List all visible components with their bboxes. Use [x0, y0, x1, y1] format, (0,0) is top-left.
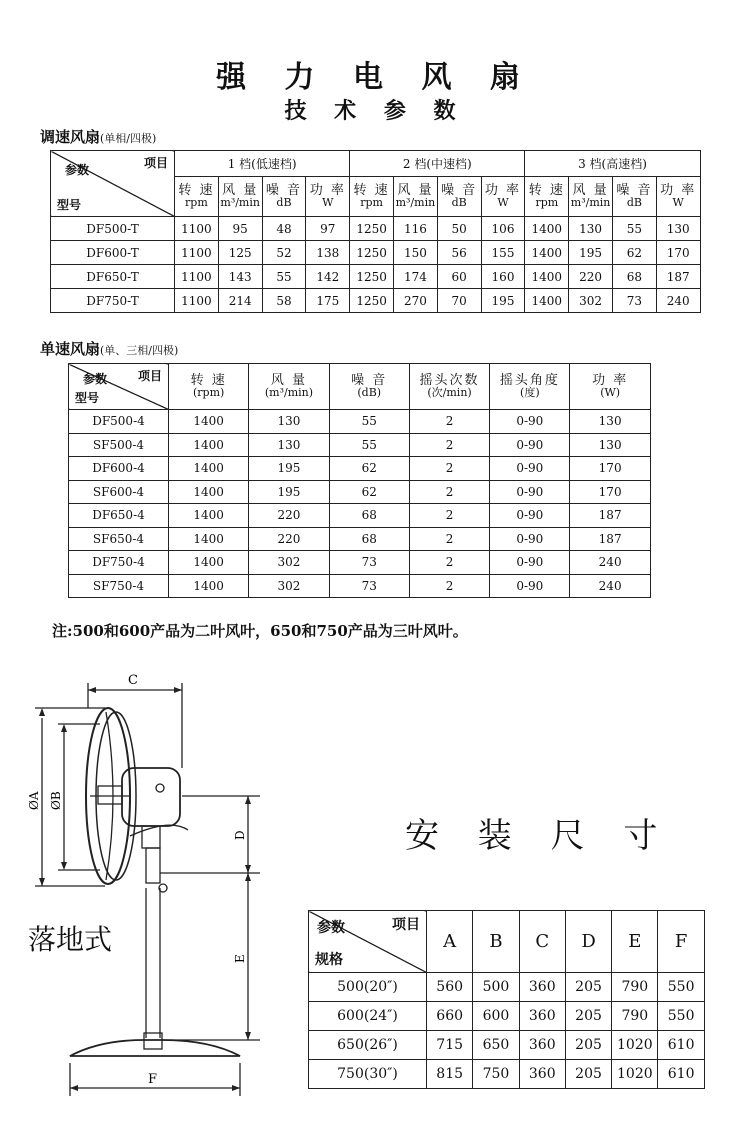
- table-row: [51, 241, 701, 265]
- value-cell: 174: [394, 265, 438, 289]
- value-cell: 660: [427, 1002, 473, 1031]
- value-cell: 360: [519, 1002, 565, 1031]
- col-header-name: 风 量: [397, 182, 434, 198]
- value-cell: 130: [570, 410, 650, 434]
- spec-cell: 750(30″): [309, 1060, 427, 1089]
- value-cell: 1250: [350, 217, 394, 241]
- col-header-name: 转 速: [178, 182, 215, 198]
- col-header-unit: W: [322, 195, 334, 209]
- value-cell: 560: [427, 973, 473, 1002]
- value-cell: 62: [329, 457, 409, 481]
- value-cell: 2: [409, 504, 489, 528]
- single-speed-table: [68, 363, 651, 598]
- value-cell: 0-90: [490, 551, 570, 575]
- value-cell: 550: [658, 973, 704, 1002]
- header-item-label: 项目: [137, 369, 162, 383]
- group-header-mid: 2 档(中速档): [350, 151, 525, 177]
- value-cell: 97: [306, 217, 350, 241]
- value-cell: 187: [570, 504, 650, 528]
- table-row: [309, 1031, 705, 1060]
- value-cell: 360: [519, 973, 565, 1002]
- model-cell: DF600-4: [69, 457, 169, 481]
- dim-col-header: D: [565, 911, 611, 973]
- model-cell: SF750-4: [69, 574, 169, 598]
- col-header-name: 功 率: [592, 372, 629, 388]
- value-cell: 60: [437, 265, 481, 289]
- model-cell: DF750-4: [69, 551, 169, 575]
- model-cell: SF600-4: [69, 480, 169, 504]
- table-row: [69, 574, 651, 598]
- value-cell: 1400: [169, 574, 249, 598]
- value-cell: 187: [570, 527, 650, 551]
- value-cell: 1100: [175, 241, 219, 265]
- value-cell: 0-90: [490, 433, 570, 457]
- col-header-unit: dB: [626, 195, 642, 209]
- value-cell: 68: [613, 265, 657, 289]
- header-param-label: 参数: [83, 372, 108, 386]
- table-row: [69, 551, 651, 575]
- value-cell: 205: [565, 1031, 611, 1060]
- col-header-unit: m³/min: [220, 195, 260, 209]
- value-cell: 195: [481, 289, 525, 313]
- col-header-name: 功 率: [309, 182, 346, 198]
- value-cell: 0-90: [490, 504, 570, 528]
- value-cell: 125: [218, 241, 262, 265]
- col-header-name: 风 量: [222, 182, 259, 198]
- table-row: [69, 527, 651, 551]
- value-cell: 1400: [169, 410, 249, 434]
- value-cell: 0-90: [490, 457, 570, 481]
- value-cell: 73: [329, 574, 409, 598]
- model-cell: DF750-T: [51, 289, 175, 313]
- value-cell: 1400: [169, 551, 249, 575]
- value-cell: 70: [437, 289, 481, 313]
- value-cell: 2: [409, 574, 489, 598]
- col-header-name: 功 率: [660, 182, 697, 198]
- value-cell: 130: [656, 217, 700, 241]
- spec-cell: 650(26″): [309, 1031, 427, 1060]
- value-cell: 68: [329, 504, 409, 528]
- col-header-unit: rpm: [360, 195, 383, 209]
- value-cell: 610: [658, 1031, 704, 1060]
- col-header-name: 噪 音: [441, 182, 478, 198]
- table-row: [69, 410, 651, 434]
- value-cell: 150: [394, 241, 438, 265]
- section2-note: (单、三相/四极): [100, 344, 179, 357]
- table-row: [69, 504, 651, 528]
- col-header-name: 转 速: [353, 182, 390, 198]
- header-model-label: 型号: [57, 198, 82, 212]
- value-cell: 220: [249, 527, 329, 551]
- dim-c-label: C: [128, 673, 138, 688]
- value-cell: 2: [409, 480, 489, 504]
- value-cell: 302: [249, 551, 329, 575]
- col-header-unit: dB: [451, 195, 467, 209]
- header-param-label: 参数: [317, 920, 345, 936]
- value-cell: 360: [519, 1060, 565, 1089]
- value-cell: 55: [262, 265, 306, 289]
- page-subtitle: 技 术 参 数: [284, 99, 466, 124]
- group-header-low: 1 档(低速档): [175, 151, 350, 177]
- table-row: [309, 1002, 705, 1031]
- col-header-unit: rpm: [535, 195, 559, 209]
- value-cell: 0-90: [490, 527, 570, 551]
- col-header-name: 摇头角度: [499, 372, 560, 388]
- value-cell: 715: [427, 1031, 473, 1060]
- col-header-unit: W: [497, 195, 509, 209]
- col-header-name: 风 量: [572, 182, 609, 198]
- table1-header-diagonal: [51, 151, 175, 217]
- value-cell: 48: [262, 217, 306, 241]
- value-cell: 170: [656, 241, 700, 265]
- value-cell: 195: [249, 457, 329, 481]
- col-header-unit: dB: [276, 195, 292, 209]
- header-item-label: 项目: [392, 917, 420, 933]
- dim-e-label: E: [233, 954, 247, 963]
- value-cell: 155: [481, 241, 525, 265]
- col-header: [481, 177, 525, 217]
- value-cell: 1400: [525, 265, 569, 289]
- value-cell: 170: [570, 480, 650, 504]
- col-header: [570, 364, 650, 410]
- value-cell: 240: [570, 551, 650, 575]
- value-cell: 52: [262, 241, 306, 265]
- value-cell: 2: [409, 551, 489, 575]
- col-header: [262, 177, 306, 217]
- table2-header-diagonal: [69, 364, 169, 410]
- value-cell: 1400: [169, 504, 249, 528]
- value-cell: 56: [437, 241, 481, 265]
- header-param-label: 参数: [65, 163, 90, 177]
- col-header: [306, 177, 350, 217]
- model-cell: DF500-4: [69, 410, 169, 434]
- value-cell: 302: [569, 289, 613, 313]
- value-cell: 1100: [175, 289, 219, 313]
- value-cell: 214: [218, 289, 262, 313]
- value-cell: 68: [329, 527, 409, 551]
- table-row: [51, 289, 701, 313]
- dim-d-label: D: [233, 830, 247, 840]
- col-header-unit: rpm: [185, 195, 208, 209]
- col-header-unit: W: [672, 195, 684, 209]
- col-header-unit: (rpm): [192, 385, 225, 399]
- value-cell: 0-90: [490, 410, 570, 434]
- value-cell: 360: [519, 1031, 565, 1060]
- col-header-unit: (次/min): [427, 385, 472, 399]
- value-cell: 0-90: [490, 574, 570, 598]
- value-cell: 1400: [525, 289, 569, 313]
- table-row: [309, 973, 705, 1002]
- col-header: [409, 364, 489, 410]
- value-cell: 170: [570, 457, 650, 481]
- value-cell: 130: [570, 433, 650, 457]
- value-cell: 1400: [525, 241, 569, 265]
- value-cell: 55: [613, 217, 657, 241]
- value-cell: 500: [473, 973, 519, 1002]
- value-cell: 270: [394, 289, 438, 313]
- spec-cell: 500(20″): [309, 973, 427, 1002]
- value-cell: 95: [218, 217, 262, 241]
- col-header: [394, 177, 438, 217]
- value-cell: 790: [612, 1002, 658, 1031]
- value-cell: 55: [329, 433, 409, 457]
- col-header: [490, 364, 570, 410]
- dim-col-header: A: [427, 911, 473, 973]
- spec-cell: 600(24″): [309, 1002, 427, 1031]
- value-cell: 240: [570, 574, 650, 598]
- value-cell: 106: [481, 217, 525, 241]
- value-cell: 62: [329, 480, 409, 504]
- value-cell: 205: [565, 1002, 611, 1031]
- value-cell: 2: [409, 527, 489, 551]
- value-cell: 1250: [350, 241, 394, 265]
- col-header: [169, 364, 249, 410]
- value-cell: 130: [569, 217, 613, 241]
- value-cell: 138: [306, 241, 350, 265]
- header-spec-label: 规格: [315, 952, 343, 968]
- col-header-unit: (m³/min): [264, 385, 314, 399]
- value-cell: 205: [565, 1060, 611, 1089]
- col-header: [350, 177, 394, 217]
- value-cell: 2: [409, 433, 489, 457]
- model-cell: SF650-4: [69, 527, 169, 551]
- value-cell: 1400: [169, 433, 249, 457]
- page-title: 强 力 电 风 扇: [216, 60, 534, 95]
- value-cell: 1400: [169, 527, 249, 551]
- value-cell: 1400: [169, 457, 249, 481]
- value-cell: 610: [658, 1060, 704, 1089]
- col-header-name: 转 速: [528, 182, 565, 198]
- col-header: [249, 364, 329, 410]
- floor-type-label: 落地式: [28, 923, 113, 956]
- value-cell: 187: [656, 265, 700, 289]
- value-cell: 195: [569, 241, 613, 265]
- value-cell: 175: [306, 289, 350, 313]
- dim-col-header: E: [612, 911, 658, 973]
- model-cell: DF650-4: [69, 504, 169, 528]
- col-header: [218, 177, 262, 217]
- floor-fan-diagram: [20, 668, 280, 1098]
- value-cell: 1250: [350, 265, 394, 289]
- value-cell: 62: [613, 241, 657, 265]
- col-header: [656, 177, 700, 217]
- section2-title: 单速风扇: [40, 340, 101, 358]
- value-cell: 58: [262, 289, 306, 313]
- header-item-label: 项目: [143, 156, 168, 170]
- value-cell: 143: [218, 265, 262, 289]
- value-cell: 2: [409, 410, 489, 434]
- value-cell: 1400: [169, 480, 249, 504]
- value-cell: 650: [473, 1031, 519, 1060]
- value-cell: 750: [473, 1060, 519, 1089]
- section1-heading: [40, 126, 156, 147]
- value-cell: 790: [612, 973, 658, 1002]
- col-header-name: 噪 音: [616, 182, 653, 198]
- table-row: [51, 217, 701, 241]
- value-cell: 130: [249, 410, 329, 434]
- value-cell: 130: [249, 433, 329, 457]
- table-row: [69, 433, 651, 457]
- col-header: [175, 177, 219, 217]
- table3-header-diagonal: [309, 911, 427, 973]
- value-cell: 116: [394, 217, 438, 241]
- value-cell: 195: [249, 480, 329, 504]
- value-cell: 1020: [612, 1060, 658, 1089]
- col-header-unit: (dB): [357, 385, 382, 399]
- table-row: [69, 457, 651, 481]
- header-model-label: 型号: [75, 391, 100, 405]
- model-cell: SF500-4: [69, 433, 169, 457]
- col-header-unit: m³/min: [570, 195, 611, 209]
- col-header-name: 功 率: [484, 182, 522, 198]
- section1-title: 调速风扇: [40, 128, 101, 146]
- value-cell: 160: [481, 265, 525, 289]
- model-cell: DF600-T: [51, 241, 175, 265]
- value-cell: 142: [306, 265, 350, 289]
- dim-f-label: F: [148, 1072, 158, 1087]
- model-cell: DF650-T: [51, 265, 175, 289]
- col-header: [329, 364, 409, 410]
- dim-a-label: ØA: [27, 791, 41, 810]
- value-cell: 600: [473, 1002, 519, 1031]
- table-row: [69, 480, 651, 504]
- dim-col-header: B: [473, 911, 519, 973]
- section2-heading: [40, 338, 178, 359]
- col-header: [525, 177, 569, 217]
- col-header: [437, 177, 481, 217]
- col-header-unit: (度): [520, 385, 540, 399]
- col-header: [569, 177, 613, 217]
- value-cell: 1020: [612, 1031, 658, 1060]
- value-cell: 302: [249, 574, 329, 598]
- value-cell: 550: [658, 1002, 704, 1031]
- value-cell: 205: [565, 973, 611, 1002]
- value-cell: 1100: [175, 217, 219, 241]
- col-header-name: 转 速: [190, 372, 227, 388]
- group-header-high: 3 档(高速档): [525, 151, 700, 177]
- value-cell: 220: [249, 504, 329, 528]
- section1-note: (单相/四极): [100, 132, 157, 145]
- col-header-name: 噪 音: [351, 372, 388, 388]
- value-cell: 1400: [525, 217, 569, 241]
- col-header-name: 噪 音: [265, 182, 303, 198]
- value-cell: 73: [613, 289, 657, 313]
- value-cell: 50: [437, 217, 481, 241]
- table-row: [309, 1060, 705, 1089]
- value-cell: 73: [329, 551, 409, 575]
- install-title: 安 装 尺 寸: [405, 816, 672, 856]
- col-header-name: 摇头次数: [419, 372, 480, 388]
- value-cell: 1100: [175, 265, 219, 289]
- dim-col-header: F: [658, 911, 704, 973]
- value-cell: 0-90: [490, 480, 570, 504]
- install-dimensions-table: [308, 910, 705, 1089]
- value-cell: 815: [427, 1060, 473, 1089]
- variable-speed-table: [50, 150, 701, 313]
- value-cell: 1250: [350, 289, 394, 313]
- col-header: [613, 177, 657, 217]
- table-row: [51, 265, 701, 289]
- model-cell: DF500-T: [51, 217, 175, 241]
- col-header-unit: (W): [600, 385, 621, 399]
- value-cell: 220: [569, 265, 613, 289]
- value-cell: 2: [409, 457, 489, 481]
- dim-col-header: C: [519, 911, 565, 973]
- footnote: 注:500和600产品为二叶风叶，650和750产品为三叶风叶。: [52, 622, 468, 640]
- value-cell: 55: [329, 410, 409, 434]
- dim-b-label: ØB: [49, 791, 63, 810]
- value-cell: 240: [656, 289, 700, 313]
- col-header-name: 风 量: [270, 372, 308, 388]
- col-header-unit: m³/min: [395, 195, 436, 209]
